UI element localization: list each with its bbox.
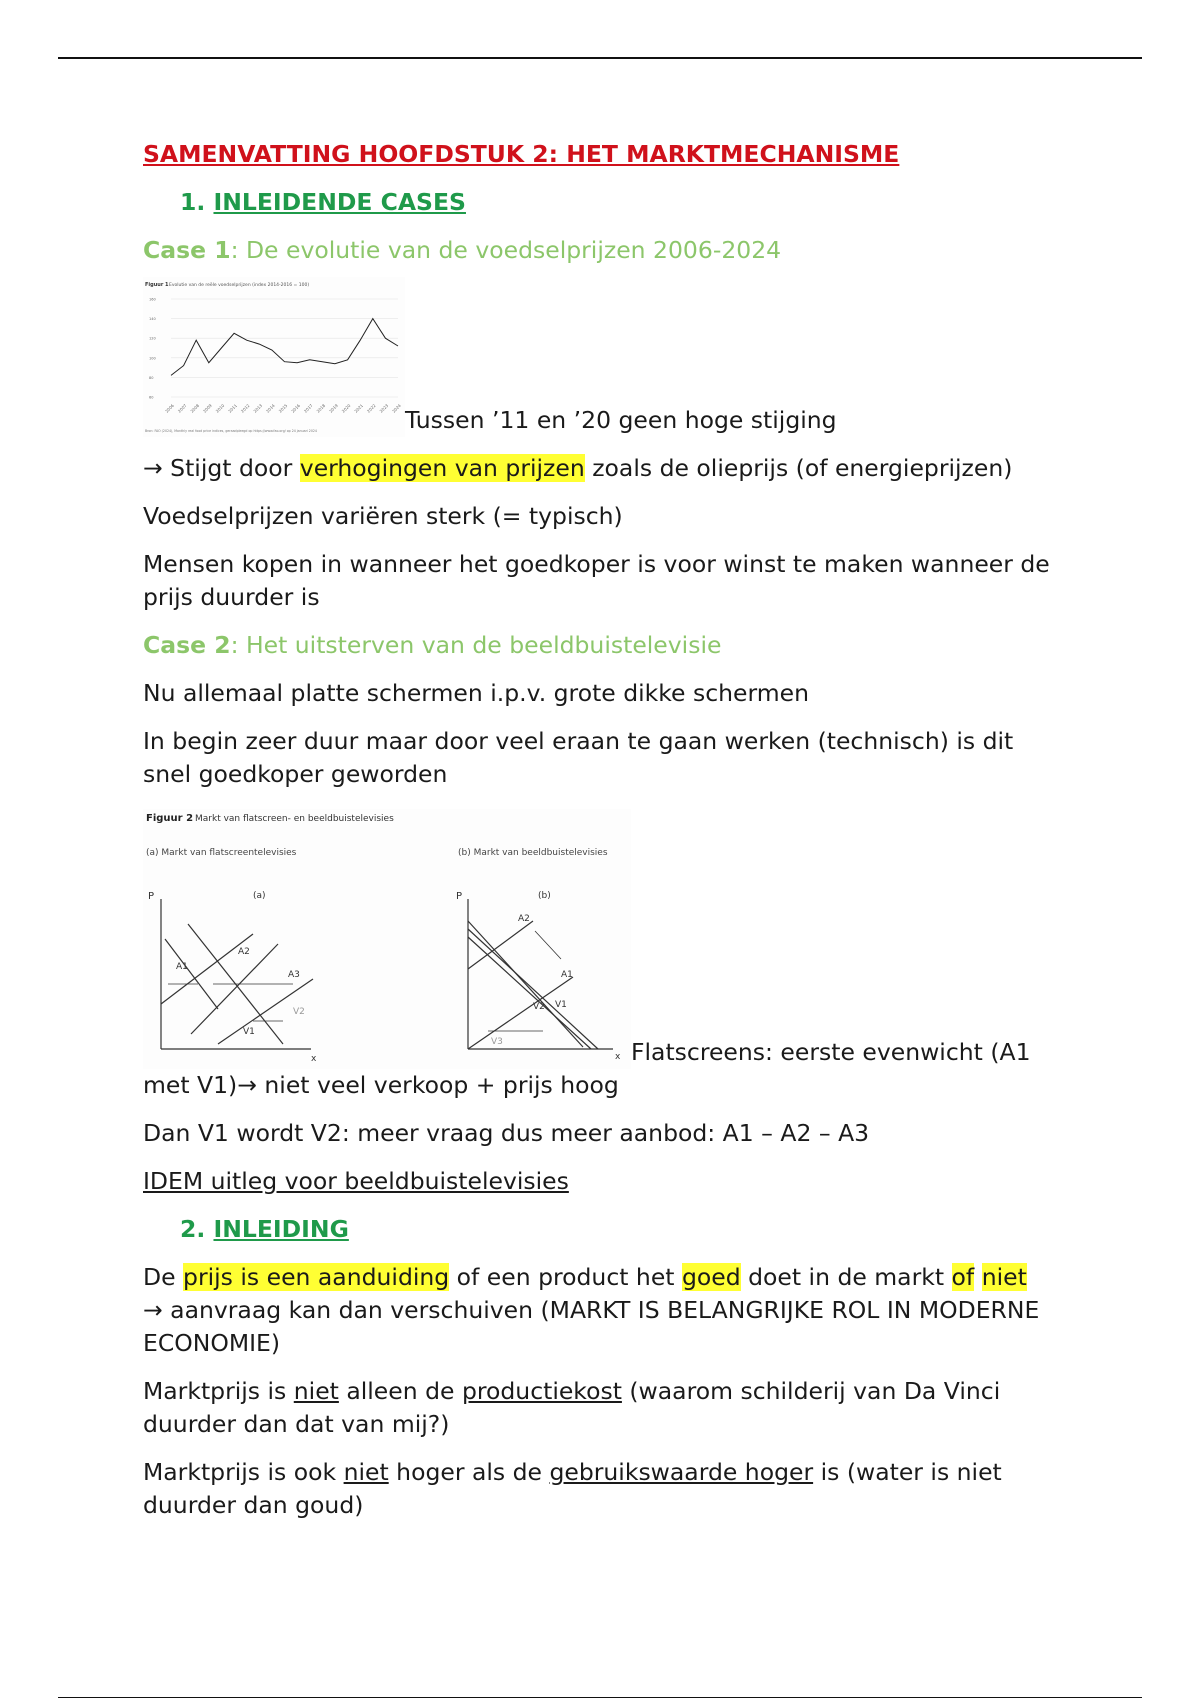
- paragraph: Voedselprijzen variëren sterk (= typisch): [143, 502, 623, 530]
- arrow-glyph: →: [143, 454, 163, 482]
- figure-2-title: Markt van flatscreen- en beeldbuistelevisies: [195, 814, 394, 824]
- x-tick-label: 2013: [252, 402, 264, 414]
- paragraph: Mensen kopen in wanneer het goedkoper is voor winst te maken wanneer de prijs duurder is: [143, 550, 1050, 611]
- text-run: alleen de: [338, 1377, 462, 1405]
- highlight: goed: [681, 1263, 741, 1291]
- curve-label: V2: [533, 1002, 545, 1012]
- figure-2-subtitle-b: (b) Markt van beeldbuistelevisies: [458, 848, 608, 858]
- section-title: INLEIDING: [213, 1215, 349, 1243]
- case-title: : De evolutie van de voedselprijzen 2006-2024: [230, 236, 782, 264]
- text-run: of een product het: [449, 1263, 682, 1291]
- x-tick-label: 2014: [265, 402, 276, 414]
- paragraph-underlined: IDEM uitleg voor beeldbuistelevisies: [143, 1167, 569, 1195]
- figure-2-line: [143, 791, 1063, 1102]
- x-tick-label: 2016: [290, 402, 302, 414]
- axis-p-label: P: [456, 891, 463, 902]
- underlined-term: niet: [343, 1458, 389, 1486]
- highlight: niet: [981, 1263, 1027, 1291]
- paragraph: In begin zeer duur maar door veel eraan te gaan werken (technisch) is dit snel goedkoper geworden: [143, 727, 1014, 788]
- x-tick-label: 2018: [315, 402, 327, 414]
- text-run: hoger als de: [388, 1458, 550, 1486]
- text-run: niet veel verkoop + prijs hoog: [256, 1071, 619, 1099]
- axis-x-label: x: [615, 1052, 621, 1062]
- highlight: verhogingen van prijzen: [299, 454, 585, 482]
- case-label: Case 1: [143, 236, 231, 264]
- document-body: [143, 138, 1063, 1522]
- x-tick-label: 2008: [189, 402, 201, 414]
- paragraph: Nu allemaal platte schermen i.p.v. grote dikke schermen: [143, 679, 809, 707]
- case-title: : Het uitsterven van de beeldbuistelevisie: [230, 631, 722, 659]
- x-tick-label: 2021: [353, 402, 365, 414]
- highlight: of: [951, 1263, 975, 1291]
- curve-label: A1: [176, 962, 188, 972]
- axis-x-label: x: [311, 1054, 317, 1064]
- section-title: INLEIDENDE CASES: [213, 188, 466, 216]
- axis-p-label: P: [148, 891, 155, 902]
- highlight: prijs is een aanduiding: [183, 1263, 450, 1291]
- text-run: aanvraag kan dan verschuiven (MARKT IS BELANGRIJKE ROL IN MODERNE ECONOMIE): [143, 1296, 1040, 1357]
- figure-1-title-label: Figuur 1: [145, 282, 169, 288]
- arrow-glyph: →: [237, 1071, 257, 1099]
- section-heading-2: [180, 1213, 1063, 1246]
- figure-1-source: Bron: FAO (2024), Monthly real food price indices, geraadpleegd op https://www.fao.org/ op 24 januari 2024: [145, 429, 317, 433]
- x-tick-label: 2010: [214, 402, 226, 414]
- curve-label: A2: [238, 947, 250, 957]
- figure-1-caption: Tussen ’11 en ’20 geen hoge stijging: [405, 406, 837, 434]
- paragraph: [143, 452, 1063, 485]
- text-run: is (water is niet duurder dan goud): [143, 1458, 1002, 1519]
- paragraph: Dan V1 wordt V2: meer vraag dus meer aanbod: A1 – A2 – A3: [143, 1119, 870, 1147]
- section-number: 1.: [180, 188, 206, 216]
- panel-tag: (b): [538, 891, 551, 901]
- x-tick-label: 2009: [202, 402, 213, 414]
- y-tick-label: 80: [149, 375, 154, 380]
- curve-label: V1: [243, 1027, 255, 1037]
- paragraph: [143, 1261, 1063, 1360]
- text-run: Stijgt door: [162, 454, 300, 482]
- bottom-rule: [58, 1697, 1142, 1698]
- section-heading-1: [180, 186, 1063, 219]
- text-run: Marktprijs is ook: [143, 1458, 344, 1486]
- paragraph: [143, 1375, 1063, 1441]
- x-tick-label: 2006: [164, 402, 175, 414]
- text-run: (waarom schilderij van Da Vinci duurder dan dat van mij?): [143, 1377, 1001, 1438]
- case-heading-2: [143, 629, 1063, 662]
- y-tick-label: 120: [149, 336, 156, 341]
- figure-2-diagram: [143, 809, 631, 1069]
- x-tick-label: 2011: [227, 402, 238, 414]
- curve-label: A1: [561, 970, 573, 980]
- x-tick-label: 2023: [378, 402, 390, 414]
- curve-label: V1: [555, 1000, 567, 1010]
- curve-label: V3: [491, 1037, 503, 1047]
- text-run: Marktprijs is: [143, 1377, 294, 1405]
- figure-2-subtitle-a: (a) Markt van flatscreentelevisies: [146, 848, 297, 858]
- figure-2-title-label: Figuur 2: [146, 813, 194, 824]
- x-tick-label: 2022: [365, 402, 377, 414]
- x-tick-label: 2020: [340, 402, 352, 414]
- figure-1-line: [143, 267, 1063, 437]
- case-label: Case 2: [143, 631, 231, 659]
- curve-label: V2: [293, 1007, 305, 1017]
- paragraph: [143, 1456, 1063, 1522]
- text-run: [974, 1263, 981, 1291]
- x-tick-label: 2007: [176, 402, 188, 414]
- text-run: zoals de olieprijs (of energieprijzen): [584, 454, 1013, 482]
- x-tick-label: 2012: [239, 402, 251, 414]
- page-title: SAMENVATTING HOOFDSTUK 2: HET MARKTMECHANISME: [143, 140, 900, 168]
- text-run: De: [143, 1263, 184, 1291]
- text-run: doet in de markt: [740, 1263, 952, 1291]
- figure-2-caption: Flatscreens: eerste evenwicht (A1 met V1): [143, 1038, 1031, 1099]
- underlined-term: gebruikswaarde hoger: [549, 1458, 814, 1486]
- y-tick-label: 60: [149, 395, 154, 400]
- x-tick-label: 2024: [391, 402, 402, 414]
- x-tick-label: 2015: [277, 402, 289, 414]
- case-heading-1: [143, 234, 1063, 267]
- figure-1-chart: [143, 277, 405, 437]
- figure-1-title: Evolutie van de reële voedselprijzen (index 2014-2016 = 100): [169, 283, 310, 288]
- x-tick-label: 2017: [302, 402, 314, 414]
- top-rule: [58, 57, 1142, 59]
- underlined-term: productiekost: [461, 1377, 622, 1405]
- underlined-term: niet: [293, 1377, 339, 1405]
- section-number: 2.: [180, 1215, 206, 1243]
- arrow-glyph: →: [143, 1296, 163, 1324]
- y-tick-label: 140: [149, 317, 156, 322]
- panel-tag: (a): [253, 891, 266, 901]
- y-tick-label: 160: [149, 297, 156, 302]
- x-tick-label: 2019: [328, 402, 339, 414]
- y-tick-label: 100: [149, 356, 156, 361]
- curve-label: A3: [288, 970, 300, 980]
- curve-label: A2: [518, 914, 530, 924]
